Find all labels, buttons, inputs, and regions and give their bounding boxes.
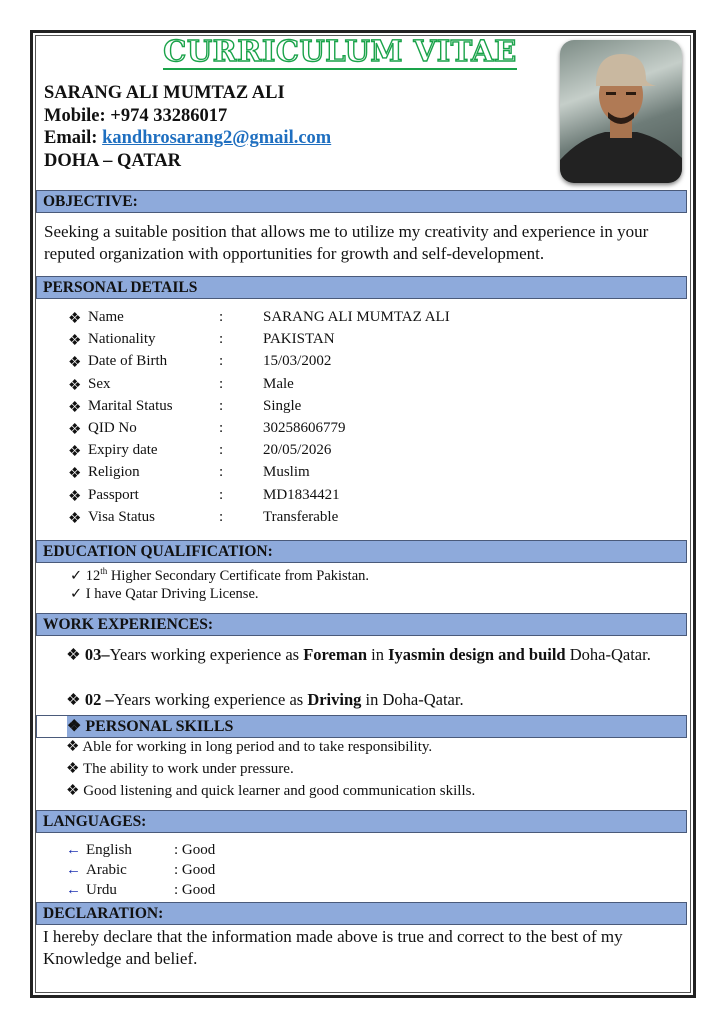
diamond-bullet-icon: ❖ [68, 399, 82, 416]
language-item [66, 882, 215, 899]
detail-colon: : [219, 420, 224, 436]
person-photo-icon [560, 40, 682, 183]
detail-value: PAKISTAN [263, 331, 335, 348]
mobile-number: +974 33286017 [110, 106, 228, 126]
diamond-bullet-icon: ❖ [68, 333, 82, 350]
language-item [66, 862, 215, 879]
work-text: Doha-Qatar. [565, 645, 651, 664]
detail-colon: : [219, 486, 224, 503]
language-name: English [86, 842, 132, 858]
skill-item [66, 737, 432, 756]
language-item [66, 842, 215, 859]
detail-colon: : [219, 442, 224, 459]
detail-colon: : [219, 331, 224, 348]
work-company: Iyasmin design and build [388, 645, 566, 664]
education-item: ✓ 12th Higher Secondary Certificate from Pakistan. [70, 566, 370, 584]
education-text: I have Qatar Driving License. [85, 586, 259, 602]
personal-details-heading: PERSONAL DETAILS [36, 276, 687, 299]
email-link[interactable]: kandhrosarang2@gmail.com [102, 128, 332, 148]
diamond-bullet-icon: ❖ [66, 739, 83, 755]
work-text: in Doha-Qatar. [361, 690, 464, 709]
skill-text: Able for working in long period and to take responsibility. [82, 739, 433, 755]
education-item: ✓ I have Qatar Driving License. [70, 586, 259, 602]
mobile-line [44, 106, 227, 127]
objective-text: Seeking a suitable position that allows me to utilize my creativity and experience in your reputed organization with opportunities for growth and self-development. [44, 222, 649, 263]
detail-label: Sex [88, 375, 111, 392]
diamond-bullet-icon: ❖ [68, 355, 82, 372]
language-level: : Good [174, 842, 216, 858]
work-years: 03– [84, 645, 110, 664]
objective-heading: OBJECTIVE: [36, 190, 687, 213]
work-item: ❖ 02 –Years working experience as Driving in Doha-Qatar. [66, 690, 464, 709]
work-role: Driving [307, 690, 362, 709]
detail-value: SARANG ALI MUMTAZ ALI [263, 309, 450, 325]
grade: 12 [85, 567, 101, 584]
detail-value: Transferable [263, 508, 339, 525]
languages-heading: LANGUAGES: [36, 810, 687, 833]
skill-text: Good listening and quick learner and good communication skills. [83, 783, 476, 799]
detail-label: Expiry date [88, 442, 158, 459]
detail-label: QID No [88, 420, 137, 436]
diamond-bullet-icon: ❖ [66, 783, 84, 799]
work-heading: WORK EXPERIENCES: [36, 613, 687, 636]
diamond-bullet-icon: ❖ [68, 377, 82, 394]
cv-title-text: CURRICULUM VITAE [163, 34, 517, 68]
arrow-bullet-icon: ← [66, 862, 81, 878]
email-line [44, 128, 331, 149]
work-item: ❖ 03–Years working experience as Foreman in Iyasmin design and build Doha-Qatar. [66, 645, 651, 664]
location: DOHA – QATAR [44, 151, 182, 171]
detail-label: Visa Status [88, 508, 156, 525]
detail-value: MD1834421 [263, 486, 340, 503]
language-name: Urdu [86, 882, 117, 898]
detail-colon: : [219, 309, 224, 325]
language-level: : Good [174, 882, 216, 898]
work-role: Foreman [303, 645, 368, 664]
candidate-name: SARANG ALI MUMTAZ ALI [44, 83, 285, 103]
declaration-heading: DECLARATION: [36, 902, 687, 925]
work-years: 02 – [84, 690, 114, 709]
detail-value: 20/05/2026 [263, 442, 332, 459]
language-level: : Good [174, 862, 216, 878]
diamond-bullet-icon: ❖ [68, 488, 82, 505]
skill-text: The ability to work under pressure. [82, 761, 294, 777]
education-heading: EDUCATION QUALIFICATION: [36, 540, 687, 563]
declaration-text: I hereby declare that the information made above is true and correct to the best of my Knowledge and belief. [43, 927, 623, 968]
diamond-bullet-icon: ❖ [68, 510, 82, 527]
diamond-bullet-icon: ❖ [68, 466, 82, 483]
detail-label: Marital Status [88, 397, 173, 414]
skills-heading-text: PERSONAL SKILLS [85, 718, 234, 735]
detail-colon: : [219, 353, 224, 370]
detail-colon: : [219, 464, 224, 481]
detail-value: 15/03/2002 [263, 353, 332, 370]
detail-colon: : [219, 397, 224, 414]
detail-label: Passport [88, 486, 139, 503]
email-label: Email: [44, 128, 98, 148]
skills-heading: ❖ PERSONAL SKILLS [36, 715, 687, 738]
detail-label: Nationality [88, 331, 156, 348]
language-name: Arabic [86, 862, 127, 878]
detail-value: 30258606779 [263, 420, 346, 436]
detail-colon: : [219, 375, 224, 392]
work-text: Years working experience as [113, 690, 308, 709]
grade-suffix: th [100, 566, 108, 576]
detail-value: Male [263, 375, 294, 392]
mobile-label: Mobile: [44, 106, 106, 126]
diamond-bullet-icon: ❖ [68, 444, 82, 461]
diamond-bullet-icon: ❖ [68, 311, 82, 327]
education-text: Higher Secondary Certificate from Pakistan. [107, 567, 370, 584]
skill-item [66, 759, 294, 778]
profile-photo [560, 40, 682, 183]
detail-label: Date of Birth [88, 353, 168, 370]
work-text: Years working experience as [109, 645, 304, 664]
work-text: in [367, 645, 389, 664]
arrow-bullet-icon: ← [66, 842, 81, 858]
detail-label: Name [88, 309, 124, 325]
diamond-bullet-icon: ❖ [68, 422, 82, 438]
diamond-bullet-icon: ❖ [66, 761, 83, 777]
detail-label: Religion [88, 464, 140, 481]
arrow-bullet-icon: ← [66, 882, 81, 898]
detail-colon: : [219, 508, 224, 525]
detail-value: Single [263, 397, 302, 414]
skill-item [66, 781, 475, 800]
detail-value: Muslim [263, 464, 310, 481]
